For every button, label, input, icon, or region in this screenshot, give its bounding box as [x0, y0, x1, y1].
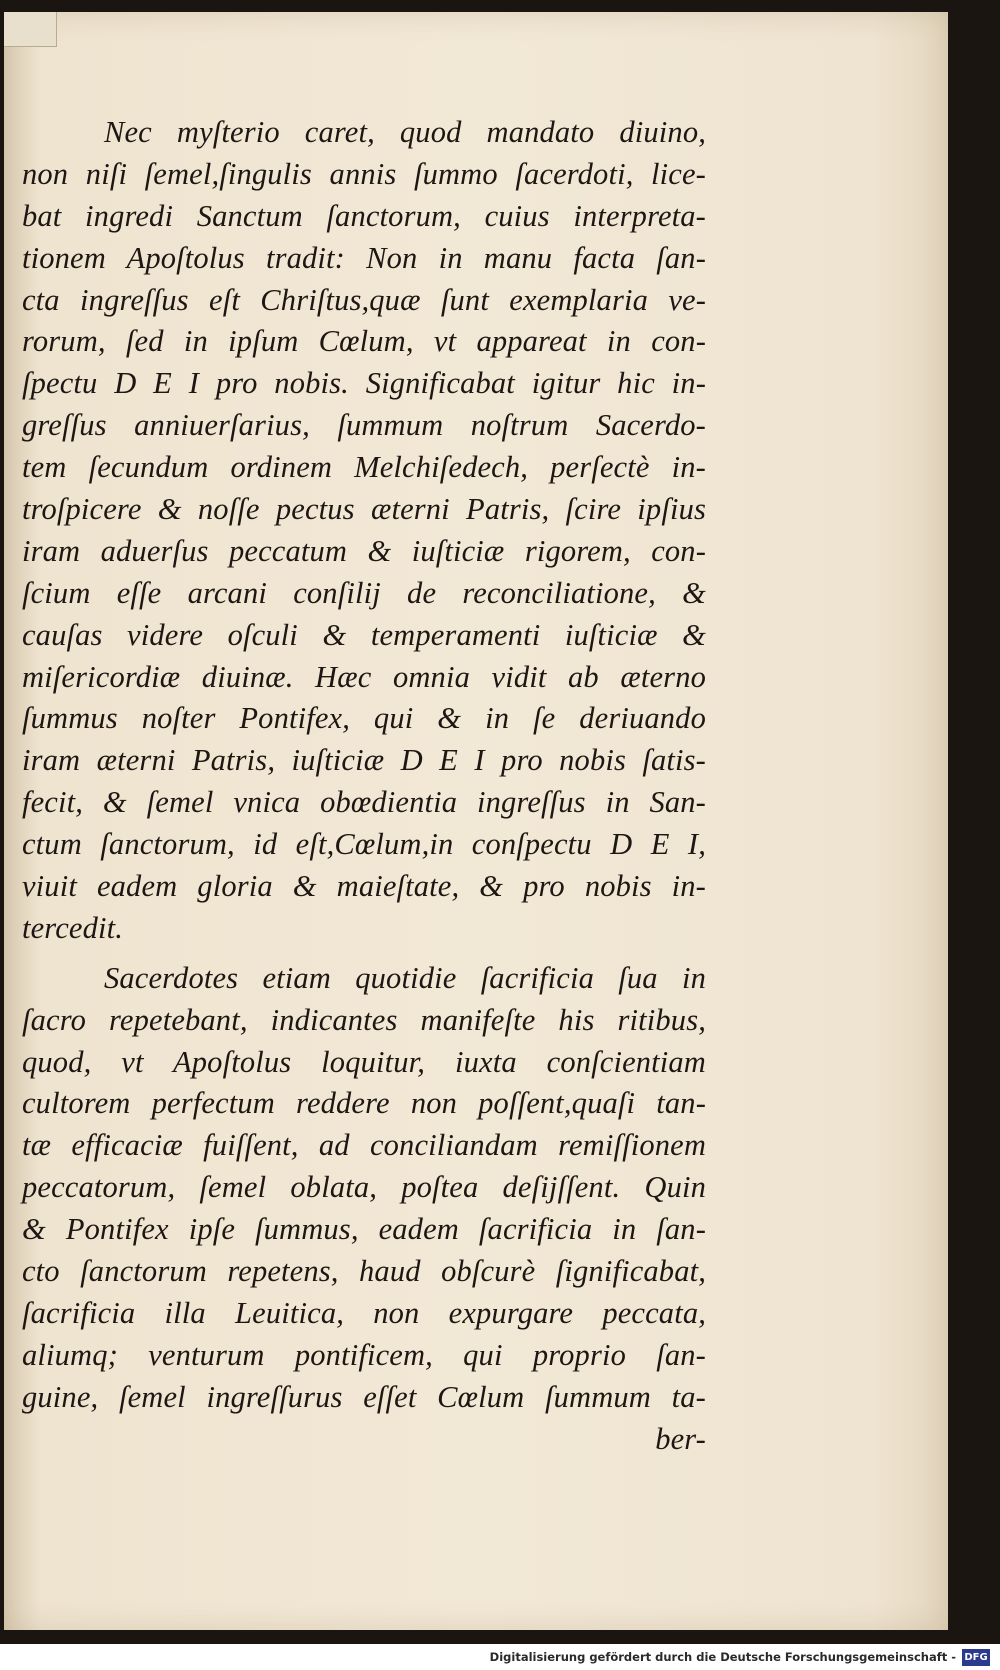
text-line: quod, vt Apoſtolus loquitur, iuxta conſcientiam	[22, 1044, 706, 1079]
footer-bar	[0, 1644, 1000, 1670]
text-line: fecit, & ſemel vnica obœdientia ingreſſus in San-	[22, 785, 706, 820]
text-line: ſacrificia illa Leuitica, non expurgare peccata,	[22, 1295, 706, 1330]
text-line: tem ſecundum ordinem Melchiſedech, perſectè in-	[22, 450, 706, 485]
text-line: viuit eadem gloria & maieſtate, & pro nobis in-	[22, 869, 706, 904]
paragraph-gap	[22, 950, 706, 958]
text-line: bat ingredi Sanctum ſanctorum, cuius interpreta-	[22, 198, 706, 233]
text-line: tionem Apoſtolus tradit: Non in manu facta ſan-	[22, 240, 706, 275]
text-line: Nec myſterio caret, quod mandato diuino,	[104, 115, 706, 149]
text-line: cultorem perfectum reddere non poſſent,quaſi tan-	[22, 1086, 706, 1121]
paragraph-2	[22, 958, 706, 1419]
text-line: troſpicere & noſſe pectus æterni Patris, ſcire ipſius	[22, 492, 706, 527]
text-line: cta ingreſſus eſt Chriſtus,quæ ſunt exemplaria ve-	[22, 282, 706, 317]
page-corner	[4, 12, 57, 47]
dfg-logo: DFG	[962, 1649, 990, 1666]
book-page	[4, 12, 948, 1630]
text-line: Sacerdotes etiam quotidie ſacrificia ſua in	[104, 960, 706, 995]
text-line: rorum, ſed in ipſum Cœlum, vt appareat in con-	[22, 324, 706, 359]
text-line: miſericordiæ diuinæ. Hæc omnia vidit ab æterno	[22, 659, 706, 694]
paragraph-1	[22, 112, 706, 950]
text-line: peccatorum, ſemel oblata, poſtea deſijſſent. Quin	[22, 1170, 706, 1205]
text-line: ſummus noſter Pontifex, qui & in ſe deriuando	[22, 701, 706, 736]
text-line: ctum ſanctorum, id eſt,Cœlum,in conſpectu D E I,	[22, 827, 706, 862]
text-line: iram aduerſus peccatum & iuſticiæ rigorem, con-	[22, 533, 706, 568]
text-line: & Pontifex ipſe ſummus, eadem ſacrificia in ſan-	[22, 1212, 706, 1247]
text-block	[22, 112, 706, 1461]
text-line: ſacro repetebant, indicantes manifeſte his ritibus,	[22, 1002, 706, 1037]
footer-credit: Digitalisierung gefördert durch die Deutsche Forschungsgemeinschaft -	[489, 1650, 956, 1664]
text-line: ſpectu D E I pro nobis. Significabat igitur hic in-	[22, 366, 706, 401]
text-line: tæ efficaciæ fuiſſent, ad conciliandam remiſſionem	[22, 1128, 706, 1163]
text-line: greſſus anniuerſarius, ſummum noſtrum Sacerdo-	[22, 408, 706, 443]
catchword: ber-	[655, 1421, 706, 1456]
text-line: cauſas videre oſculi & temperamenti iuſticiæ &	[22, 617, 706, 652]
text-line: tercedit.	[22, 910, 123, 945]
text-line: aliumq; venturum pontificem, qui proprio ſan-	[22, 1337, 706, 1372]
text-line: cto ſanctorum repetens, haud obſcurè ſignificabat,	[22, 1254, 706, 1289]
text-line: non niſi ſemel,ſingulis annis ſummo ſacerdoti, lice-	[22, 156, 706, 191]
text-line: guine, ſemel ingreſſurus eſſet Cœlum ſummum ta-	[22, 1379, 706, 1414]
text-line: ſcium eſſe arcani conſilij de reconciliatione, &	[22, 575, 706, 610]
text-line: iram æterni Patris, iuſticiæ D E I pro nobis ſatis-	[22, 743, 706, 778]
